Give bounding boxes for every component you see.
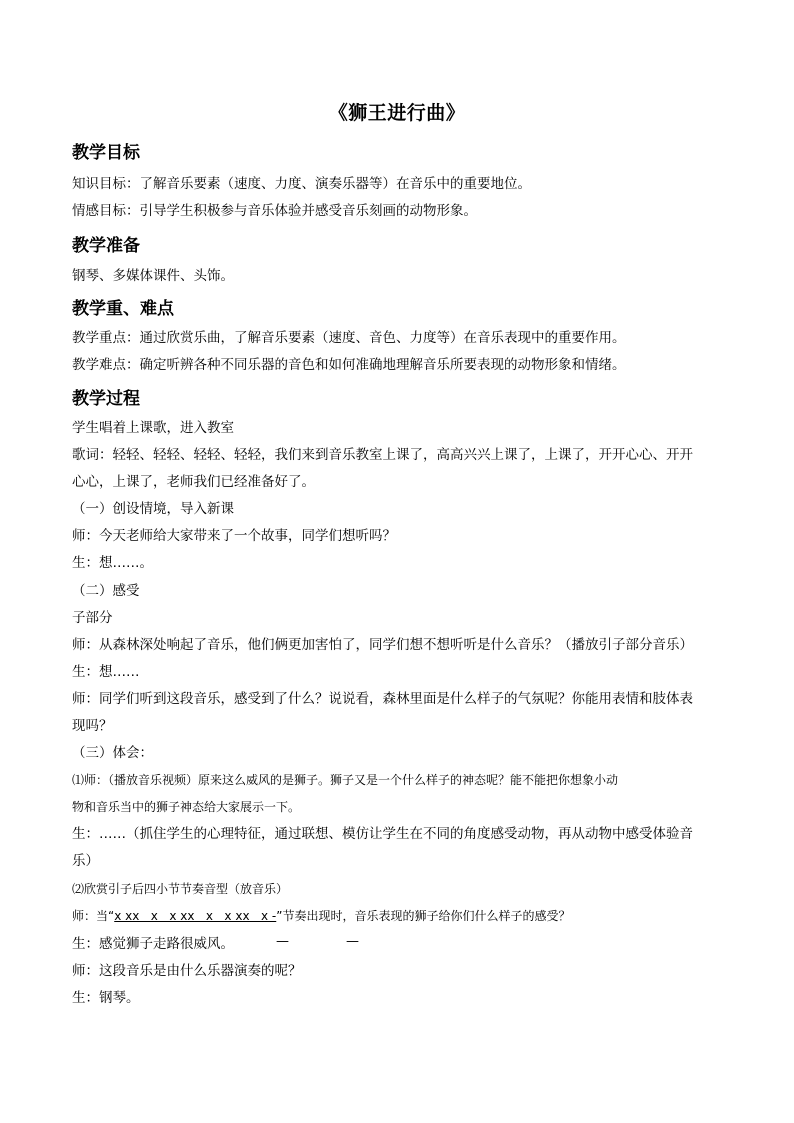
teacher-rhythm-question bbox=[72, 903, 732, 930]
rhythm-dash-mark: — bbox=[276, 934, 289, 949]
step-three-heading: （三）体会： bbox=[72, 745, 153, 761]
heading-key-points: 教学重、难点 bbox=[72, 299, 174, 319]
step-one-heading: （一）创设情境，导入新课 bbox=[72, 501, 234, 517]
teacher-line-cont: 现吗？ bbox=[72, 718, 113, 734]
teacher-line: ⑴师：（播放音乐视频）原来这么威风的是狮子。狮子又是一个什么样子的神态呢？能不能把你想象小动 bbox=[72, 773, 619, 787]
student-line: 生：想…… bbox=[72, 664, 140, 680]
rhythm-question-prefix: 师：当“ bbox=[72, 909, 115, 923]
rhythm-question-suffix: ”节奏出现时，音乐表现的狮子给你们什么样子的感受？ bbox=[276, 909, 571, 923]
intro-part-line: 子部分 bbox=[72, 610, 113, 626]
prep-materials: 钢琴、多媒体课件、头饰。 bbox=[72, 268, 234, 284]
student-line: 生：……（抓住学生的心理特征，通过联想、模仿让学生在不同的角度感受动物，再从动物中感受体验音 bbox=[72, 826, 693, 842]
teacher-line: 师：这段音乐是由什么乐器演奏的呢？ bbox=[72, 963, 302, 979]
rhythm-step-heading: ⑵欣赏引子后四小节节奏音型（放音乐） bbox=[72, 882, 289, 896]
step-two-heading: （二）感受 bbox=[72, 583, 140, 599]
student-line: 生：感觉狮子走路很威风。 bbox=[72, 936, 234, 952]
key-point: 教学重点：通过欣赏乐曲，了解音乐要素（速度、音色、力度等）在音乐表现中的重要作用。 bbox=[72, 330, 626, 346]
student-line-cont: 乐） bbox=[72, 853, 99, 869]
teacher-line: 师：从森林深处响起了音乐，他们俩更加害怕了，同学们想不想听听是什么音乐？（播放引子部分音乐） bbox=[72, 637, 693, 653]
student-line: 生：想……。 bbox=[72, 555, 153, 571]
heading-teaching-prep: 教学准备 bbox=[72, 236, 140, 256]
teacher-line: 师：同学们听到这段音乐，感受到了什么？说说看，森林里面是什么样子的气氛呢？你能用表情和肢体表 bbox=[72, 691, 693, 707]
rhythm-dash-mark: — bbox=[346, 934, 359, 949]
student-line: 生：钢琴。 bbox=[72, 990, 140, 1006]
lyrics-line-cont: 心心，上课了，老师我们已经准备好了。 bbox=[72, 474, 315, 490]
goal-emotion: 情感目标：引导学生积极参与音乐体验并感受音乐刻画的动物形象。 bbox=[72, 203, 477, 219]
lyrics-line: 歌词：轻轻、轻轻、轻轻、轻轻，我们来到音乐教室上课了，高高兴兴上课了，上课了，开开心心、开开 bbox=[72, 447, 693, 463]
rhythm-notation: x xx x x xx x x xx x - bbox=[114, 909, 277, 923]
heading-teaching-goals: 教学目标 bbox=[72, 143, 140, 163]
teacher-line: 师：今天老师给大家带来了一个故事，同学们想听吗？ bbox=[72, 528, 396, 544]
goal-knowledge: 知识目标：了解音乐要素（速度、力度、演奏乐器等）在音乐中的重要地位。 bbox=[72, 176, 531, 192]
document-title: 《狮王进行曲》 bbox=[328, 102, 466, 124]
difficult-point: 教学难点：确定听辨各种不同乐器的音色和如何准确地理解音乐所要表现的动物形象和情绪。 bbox=[72, 357, 626, 373]
process-line: 学生唱着上课歌，进入教室 bbox=[72, 420, 234, 436]
teacher-line-cont: 物和音乐当中的狮子神态给大家展示一下。 bbox=[72, 800, 301, 814]
heading-teaching-process: 教学过程 bbox=[72, 389, 140, 409]
